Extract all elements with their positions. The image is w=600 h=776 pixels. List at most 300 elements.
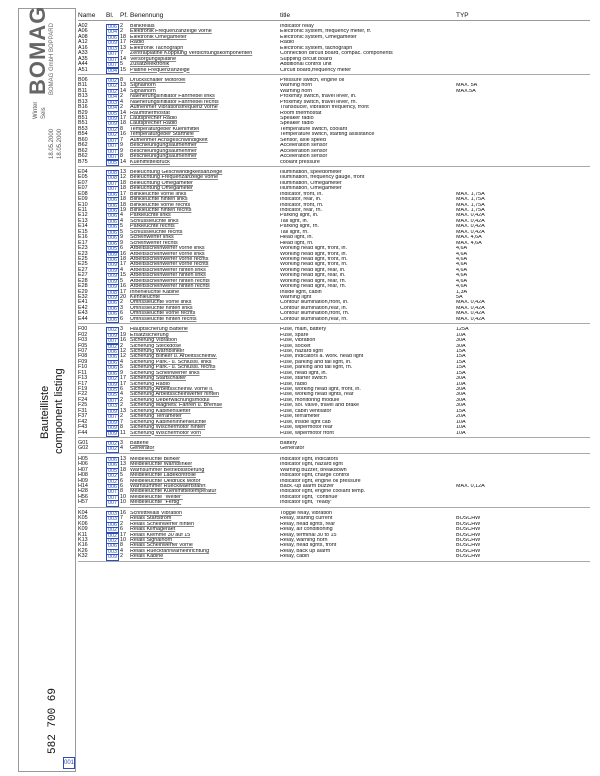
benennung-text: Zentralplatine Kopplung Verdichtungskomponenten — [130, 51, 253, 57]
cell-path-ref — [120, 317, 130, 322]
type-text: BOSCHW — [456, 527, 481, 533]
title-en-text: Contour illumination,rear, lh. — [280, 305, 348, 311]
title-en-text: Inside light, cabin — [280, 289, 322, 295]
benennung-text: Meldeleuchte Oeldruck Motor — [130, 478, 201, 484]
type-text: 30A — [456, 338, 466, 344]
path-ref-text: 7 — [120, 136, 123, 143]
sheet-ref-text[interactable]: 007 — [108, 51, 117, 58]
sheet-ref-text[interactable]: 006 — [108, 218, 117, 225]
sheet-ref-text[interactable]: 007 — [108, 500, 117, 507]
type-text: MAX. 1,75A — [456, 197, 485, 203]
title-en-text: Relay, cabin — [280, 554, 310, 560]
benennung-text: Arbeitsscheinwerfer vorne rechts — [130, 262, 209, 268]
cell-title-en — [280, 317, 456, 322]
component-name-text: B11 — [78, 87, 88, 94]
path-ref-text: 13 — [120, 168, 126, 175]
sheet-ref-text[interactable]: 002 — [108, 126, 117, 133]
cell-benennung — [130, 317, 280, 322]
path-ref-text: 16 — [120, 250, 126, 257]
sheet-ref-text[interactable]: 007 — [108, 137, 117, 144]
benennung-text: Sicherung Arbeitsscheinw. vorne li. — [130, 387, 214, 392]
path-ref-text: 17 — [120, 531, 126, 538]
sheet-ref-text[interactable]: 007 — [108, 414, 117, 421]
path-ref-text: 4 — [120, 445, 123, 452]
title-en-text: Working head light, rear, lh. — [280, 273, 346, 279]
sheet-ref-text[interactable]: 006 — [108, 305, 117, 312]
component-name-text: E23 — [78, 245, 88, 252]
sheet-ref-text[interactable]: 009 — [108, 251, 117, 258]
path-ref-text: 5 — [120, 277, 123, 284]
benennung-text: Hauptsicherung Batterie — [130, 327, 188, 333]
title-en-text: Working head light, rear, lh. — [280, 267, 346, 273]
type-text: BOSCHW — [456, 537, 481, 543]
benennung-text: Umrissleuchte hinten rechts — [130, 316, 197, 322]
type-text: MAX. 0,42A — [456, 305, 485, 311]
sheet-ref-text[interactable]: 002 — [108, 537, 117, 544]
sheet-ref-text[interactable]: 007 — [108, 154, 117, 161]
sheet-ref-text[interactable]: 003 — [108, 403, 117, 410]
component-name-text: B62 — [78, 147, 88, 154]
path-ref-text: 2 — [120, 342, 123, 349]
path-ref-text: 3 — [120, 439, 123, 446]
sheet-ref-text[interactable]: 004 — [108, 105, 117, 112]
sheet-ref-text[interactable]: 006 — [108, 256, 117, 263]
path-ref-text: 9 — [120, 142, 123, 149]
type-text: MAX. 0,42A — [456, 311, 485, 317]
title-en-text: Head light, lh. — [280, 235, 313, 241]
path-ref-text: 6 — [120, 310, 123, 317]
sheet-ref-text[interactable]: 002 — [108, 478, 117, 485]
component-name-text: F43 — [78, 424, 88, 431]
title-en-text: Working head light, front, rh. — [280, 256, 348, 262]
path-ref-text: 18 — [120, 466, 126, 473]
benennung-text: Temperaturgeber Starthilfe — [130, 132, 194, 138]
component-name-text: E23 — [78, 250, 88, 257]
cell-sheet-ref — [106, 317, 120, 322]
sheet-ref-text[interactable]: 009 — [108, 554, 117, 561]
sheet-ref-text[interactable]: 009 — [108, 121, 117, 128]
component-name-text: K16 — [78, 542, 88, 549]
sheet-ref-text[interactable]: 006 — [108, 311, 117, 318]
sheet-ref-text[interactable]: 004 — [108, 67, 117, 74]
title-en-text: Working head light, rear, rh. — [280, 278, 347, 284]
benennung-text: Sicherung Kabineninnenleuchte — [130, 419, 207, 425]
title-en-text: Fuse, cabin ventilator — [280, 408, 332, 414]
benennung-text: Blinkleuchte hinten links — [130, 197, 188, 203]
sheet-ref-text[interactable]: 006 — [108, 462, 117, 469]
component-name-text: F44 — [78, 429, 88, 436]
path-ref-text: 5 — [120, 223, 123, 230]
type-text: 30A — [456, 376, 466, 382]
benennung-text: Arbeitsscheinwerfer hinten rechts — [130, 278, 210, 284]
sheet-ref-text[interactable]: 006 — [108, 365, 117, 372]
component-name-text: E07 — [78, 179, 88, 186]
sheet-ref-text[interactable]: 007 — [108, 494, 117, 501]
component-name-text: B53 — [78, 125, 88, 132]
path-ref-text: 19 — [120, 331, 126, 338]
title-en-text: Pressure switch, engine oil — [280, 77, 345, 83]
path-ref-text: 3 — [120, 326, 123, 333]
table-header — [78, 8, 590, 21]
type-text: 20A — [456, 414, 466, 420]
benennung-text: Meldeleuchte Warnblinker — [130, 462, 193, 468]
benennung-text: Relais Signalhorn — [130, 537, 173, 543]
sheet-ref-text[interactable]: 009 — [108, 262, 117, 269]
sheet-ref-text[interactable]: 006 — [108, 197, 117, 204]
sheet-ref-text[interactable]: 009 — [108, 284, 117, 291]
sheet-ref-text[interactable]: 006 — [108, 484, 117, 490]
sheet-ref-text[interactable]: 003 — [108, 510, 117, 517]
benennung-text: Beschleunigungsaufnehmer — [130, 154, 197, 160]
component-name-text: E14 — [78, 223, 88, 230]
title-en-text: Back.-up alarm buzzer — [280, 484, 334, 489]
benennung-text: Beleuchtung Omegameter — [130, 186, 193, 192]
sheet-ref-text[interactable]: 008 — [108, 289, 117, 296]
sheet-ref-text[interactable]: 005 — [108, 246, 117, 253]
component-name-text: K26 — [78, 547, 88, 554]
sheet-ref-text[interactable]: 006 — [108, 316, 117, 323]
sheet-ref-text[interactable]: 002 — [108, 532, 117, 539]
sheet-ref-text[interactable]: 002 — [108, 83, 117, 90]
sheet-ref-text[interactable]: 004 — [108, 29, 117, 36]
path-ref-text: 2 — [120, 520, 123, 527]
component-name-text: A16 — [78, 44, 88, 51]
path-ref-text: 18 — [120, 255, 126, 262]
title-en-text: Electronic system, frequency meter, fr. — [280, 29, 372, 35]
title-en-text: Indicator relay — [280, 24, 314, 29]
sheet-ref-text[interactable]: 009 — [108, 278, 117, 285]
path-ref-text: 13 — [120, 82, 126, 89]
sheet-ref-text[interactable]: 006 — [108, 224, 117, 231]
component-name-text: A08 — [78, 33, 88, 40]
sheet-ref-text[interactable]: 006 — [108, 208, 117, 214]
title-en-text: Speaker radio — [280, 116, 314, 121]
type-text: MAX. 1,75A — [456, 208, 485, 213]
sheet-ref-text[interactable]: 007 — [108, 338, 117, 345]
cell-sheet-ref — [106, 68, 120, 73]
cell-component-name — [78, 500, 106, 505]
component-name-text: F37 — [78, 413, 88, 420]
sheet-ref-text[interactable]: 002 — [108, 88, 117, 95]
title-en-text: Fuse, working head light, front, lh. — [280, 387, 361, 392]
title-en-text: Indicator, rear, lh. — [280, 197, 322, 203]
sheet-ref-text[interactable]: 006 — [108, 202, 117, 209]
path-ref-text: 13 — [120, 455, 126, 462]
title-en-text: Battery — [280, 440, 298, 446]
type-text: BOSCHW — [456, 516, 481, 522]
title-en-text: Acceleration sensor — [280, 143, 328, 149]
path-ref-text: 17 — [120, 190, 126, 197]
benennung-text: Arbeitsscheinwerfer hinten rechts — [130, 284, 210, 290]
title-en-text: Illumination, speedometer — [280, 169, 342, 175]
title-en-text: Fuse, vibration — [280, 338, 316, 344]
sheet-ref-text[interactable]: 006 — [108, 34, 117, 41]
title-en-text: Additional control unit — [280, 62, 332, 68]
sheet-ref-text[interactable]: 007 — [108, 56, 117, 63]
sheet-ref-text[interactable]: 007 — [108, 62, 117, 69]
sheet-ref-text[interactable]: 008 — [108, 169, 117, 176]
sheet-ref-text[interactable]: 007 — [108, 180, 117, 187]
title-en-text: Relay, warning horn — [280, 537, 328, 543]
benennung-text: Meldeleuchte Ladekontrolle — [130, 473, 196, 479]
sheet-ref-text[interactable]: 009 — [108, 419, 117, 426]
path-ref-text: 4 — [120, 358, 123, 365]
path-ref-text: 10 — [120, 536, 126, 543]
component-name-text: A33 — [78, 50, 88, 57]
sheet-ref-text[interactable]: 002 — [108, 527, 117, 534]
sheet-ref-text[interactable]: 002 — [108, 327, 117, 334]
sheet-ref-text[interactable]: 009 — [108, 267, 117, 274]
table-section — [78, 454, 590, 508]
sheet-ref-text[interactable]: 009 — [108, 273, 117, 280]
title-en-text: Indicator light, "continue" — [280, 494, 340, 500]
title-en-text: Contour illumination,front, lh. — [280, 300, 349, 306]
cell-type — [456, 554, 536, 559]
sheet-ref-text[interactable]: 006 — [108, 24, 117, 30]
path-ref-text: 18 — [120, 120, 126, 127]
sheet-ref-text[interactable]: 002 — [108, 343, 117, 350]
col-typ: TYP — [456, 12, 469, 19]
cell-benennung — [130, 554, 280, 559]
sheet-ref-text[interactable]: 006 — [108, 370, 117, 377]
type-text: MAX. 1,75A — [456, 191, 485, 197]
component-name-text: E28 — [78, 283, 88, 290]
sheet-ref-text[interactable]: 009 — [108, 381, 117, 388]
component-name-text: B29 — [78, 109, 88, 116]
path-ref-text: 12 — [120, 174, 126, 181]
benennung-text: Relais Rueckfahrwarneinrichtung — [130, 548, 210, 554]
benennung-text: Lautsprecher Radio — [130, 116, 178, 121]
component-name-text: H09 — [78, 477, 88, 484]
path-ref-text: 20 — [120, 294, 126, 300]
cell-benennung — [130, 160, 280, 165]
title-en-text: Acceleration sensor — [280, 154, 328, 160]
title-en-text: Illumination, Omegameter — [280, 186, 342, 192]
table-section — [78, 508, 590, 562]
title-en-text: Proximity switch, travel lever, rh. — [280, 99, 357, 105]
type-text: MAX. 0,42A — [456, 218, 485, 224]
component-name-text: F03 — [78, 337, 88, 344]
path-ref-text: 6 — [120, 386, 123, 392]
sheet-ref-text[interactable]: 002 — [108, 473, 117, 480]
title-en-text: Relay, head lights, front — [280, 543, 337, 549]
component-name-text: B51 — [78, 120, 88, 127]
type-text: 10A — [456, 332, 466, 338]
type-text: 15A — [456, 348, 466, 354]
path-ref-text: 18 — [120, 196, 126, 203]
title-en-text: Indicator, front, rh. — [280, 202, 324, 208]
component-name-text: K04 — [78, 509, 88, 516]
benennung-text: Arbeitsscheinwerfer vorne links — [130, 251, 205, 257]
type-text: MAX.5A — [456, 88, 476, 94]
type-text: MAX. 0,42A — [456, 300, 485, 306]
path-ref-text: 3 — [120, 304, 123, 311]
sheet-ref-text[interactable]: 009 — [108, 295, 117, 301]
component-name-text: H06 — [78, 461, 88, 468]
sheet-ref-text[interactable]: 007 — [108, 489, 117, 496]
component-name-text: H56 — [78, 493, 88, 500]
table-row — [78, 554, 590, 559]
sheet-ref-text[interactable]: 009 — [108, 332, 117, 339]
title-en-text: Warning light — [280, 295, 312, 300]
type-text: 4,6A — [456, 284, 468, 290]
benennung-text: Relais Klemme 30 auf 15 — [130, 532, 191, 538]
type-text: 4,6A — [456, 273, 468, 279]
sheet-ref-text[interactable]: 009 — [108, 116, 117, 122]
sheet-ref-text[interactable]: 007 — [108, 397, 117, 404]
type-text: 4,6A — [456, 256, 468, 262]
path-ref-text: 2 — [120, 396, 123, 403]
benennung-text: Sicherung Arbeitsscheinwerfer hinten — [130, 392, 219, 398]
sheet-ref-text[interactable]: 006 — [108, 521, 117, 528]
sheet-ref-text[interactable]: 006 — [108, 348, 117, 355]
sheet-ref-text[interactable]: 005 — [108, 110, 117, 117]
benennung-text: Druckschalter Motoroel — [130, 77, 186, 83]
sheet-ref-text[interactable]: 006 — [108, 300, 117, 307]
sheet-ref-text[interactable]: 006 — [108, 191, 117, 198]
sheet-ref-text[interactable]: 002 — [108, 132, 117, 139]
path-ref-text: 5 — [120, 364, 123, 371]
title-en-text: Sensor, axle speed — [280, 137, 326, 143]
sheet-ref-text[interactable]: 007 — [108, 143, 117, 150]
sheet-ref-text[interactable]: 007 — [108, 148, 117, 155]
path-ref-text: 13 — [120, 44, 126, 51]
benennung-text: Blinkleuchte hinten rechts — [130, 208, 192, 213]
sheet-ref-text[interactable]: 004 — [108, 94, 117, 101]
component-name-text: K05 — [78, 515, 88, 522]
path-ref-text: 5 — [120, 61, 123, 68]
cell-path-ref — [120, 431, 130, 436]
cell-type — [456, 68, 536, 73]
path-ref-text: 2 — [120, 413, 123, 420]
sheet-ref-text[interactable]: 006 — [108, 235, 117, 242]
component-name-text: H08 — [78, 472, 88, 479]
type-text: 30A — [456, 403, 466, 409]
sheet-ref-text[interactable]: 002 — [108, 446, 117, 453]
title-en-text: Illumination, Omegameter — [280, 180, 342, 186]
component-name-text: F42 — [78, 418, 88, 425]
path-ref-text: 13 — [120, 461, 126, 468]
benennung-text: Generator — [130, 446, 155, 452]
sheet-ref-text[interactable]: 006 — [108, 456, 117, 463]
benennung-text: Sicherung Blinker u. Arbeitsscheinw. — [130, 354, 217, 360]
path-ref-text: 8 — [120, 424, 123, 431]
component-name-text: B06 — [78, 76, 88, 83]
sheet-ref-text[interactable]: 002 — [108, 77, 117, 84]
title-en-text: Fuse, parking and tail light, lh. — [280, 359, 352, 365]
path-ref-text: 7 — [120, 50, 123, 57]
sheet-ref-text[interactable]: 003 — [108, 548, 117, 555]
sheet-ref-text[interactable]: 009 — [108, 40, 117, 47]
title-en-text: Proximity switch, travel lever, lh. — [280, 94, 357, 100]
benennung-text: Meldeleuchte "Fertig" — [130, 500, 182, 506]
sheet-ref-text[interactable]: 007 — [108, 186, 117, 193]
path-ref-text: 2 — [120, 23, 123, 29]
title-en-text: Fuse, head light, lh. — [280, 370, 328, 376]
sheet-ref-text[interactable]: 009 — [108, 408, 117, 415]
sheet-ref-text[interactable]: 005 — [108, 159, 117, 166]
type-text: MAX. 4,6A — [456, 235, 482, 241]
sheet-ref-text[interactable]: 003 — [108, 45, 117, 52]
sheet-ref-text[interactable]: 006 — [108, 354, 117, 361]
component-name-text: E17 — [78, 239, 88, 246]
benennung-text: Blinkleuchte vorne links — [130, 191, 187, 197]
component-name-text: F10 — [78, 364, 88, 371]
title-en-text: Temperature switch, coolant — [280, 126, 348, 132]
benennung-text: Ersatzsicherung — [130, 332, 169, 338]
path-ref-text: 17 — [120, 261, 126, 268]
benennung-text: Umrissleuchte hinten links — [130, 305, 193, 311]
table-section — [78, 438, 590, 454]
benennung-text: Scheinwerfer links — [130, 235, 174, 241]
sheet-ref-text[interactable]: 006 — [108, 543, 117, 550]
title-en-text: Relay, starting current — [280, 516, 333, 522]
component-name-text: E44 — [78, 315, 88, 322]
sheet-ref-text[interactable]: 009 — [108, 425, 117, 432]
type-text: MAX. 0,12A — [456, 484, 485, 489]
sheet-ref-text[interactable]: 005 — [108, 467, 117, 474]
cell-title-en — [280, 68, 456, 73]
component-name-text: A44 — [78, 61, 88, 68]
benennung-text: Meldeleuchte Blinker — [130, 456, 181, 462]
component-name-text: H05 — [78, 455, 88, 462]
sheet-ref-text[interactable]: 008 — [108, 175, 117, 182]
sheet-ref-text[interactable]: 006 — [108, 240, 117, 247]
component-name-text: E42 — [78, 304, 88, 311]
component-name-text: F08 — [78, 353, 88, 360]
table-section — [78, 75, 590, 167]
component-name-text: H07 — [78, 466, 88, 473]
table-row — [78, 446, 590, 451]
title-en-text: Indicator, front, lh. — [280, 191, 323, 197]
table-row — [78, 500, 590, 505]
title-en-text: Relay, air conditioning — [280, 527, 333, 533]
component-name-text: F02 — [78, 331, 88, 338]
sheet-ref-text[interactable]: 009 — [108, 430, 117, 437]
benennung-text: Lautsprecher Radio — [130, 121, 178, 127]
benennung-text: Meldeleuchte "Weiter" — [130, 494, 183, 500]
path-ref-text: 2 — [120, 104, 123, 111]
path-ref-text: 6 — [120, 526, 123, 533]
path-ref-text: 2 — [120, 299, 123, 306]
title-en-text: coolant pressure — [280, 159, 320, 165]
sheet-ref-text[interactable]: 002 — [108, 376, 117, 383]
table-section — [78, 167, 590, 324]
benennung-text: Raumthermostat — [130, 110, 170, 116]
component-name-text: E05 — [78, 174, 88, 181]
component-name-text: A02 — [78, 23, 88, 29]
sheet-ref-text[interactable]: 002 — [108, 440, 117, 447]
sheet-ref-text[interactable]: 006 — [108, 359, 117, 366]
title-en-text: Temperature switch, starting assistance — [280, 132, 375, 138]
cell-component-name — [78, 160, 106, 165]
component-name-text: B75 — [78, 158, 88, 165]
sheet-ref-text[interactable]: 003 — [108, 516, 117, 523]
cell-title-en — [280, 446, 456, 451]
cell-benennung — [130, 500, 280, 505]
sheet-ref-text[interactable]: 005 — [108, 387, 117, 393]
sheet-ref-text[interactable]: 006 — [108, 213, 117, 220]
sheet-ref-text[interactable]: 006 — [108, 229, 117, 236]
col-title: title — [280, 12, 291, 19]
sheet-ref-text[interactable]: 005 — [108, 392, 117, 399]
title-en-text: Warning horn — [280, 88, 313, 94]
type-text: 15A — [456, 354, 466, 360]
benennung-text: Arbeitsscheinwerfer vorne links — [130, 246, 205, 252]
component-name-text: A51 — [78, 66, 88, 73]
cell-component-name — [78, 431, 106, 436]
sheet-ref-text[interactable]: 003 — [108, 99, 117, 106]
